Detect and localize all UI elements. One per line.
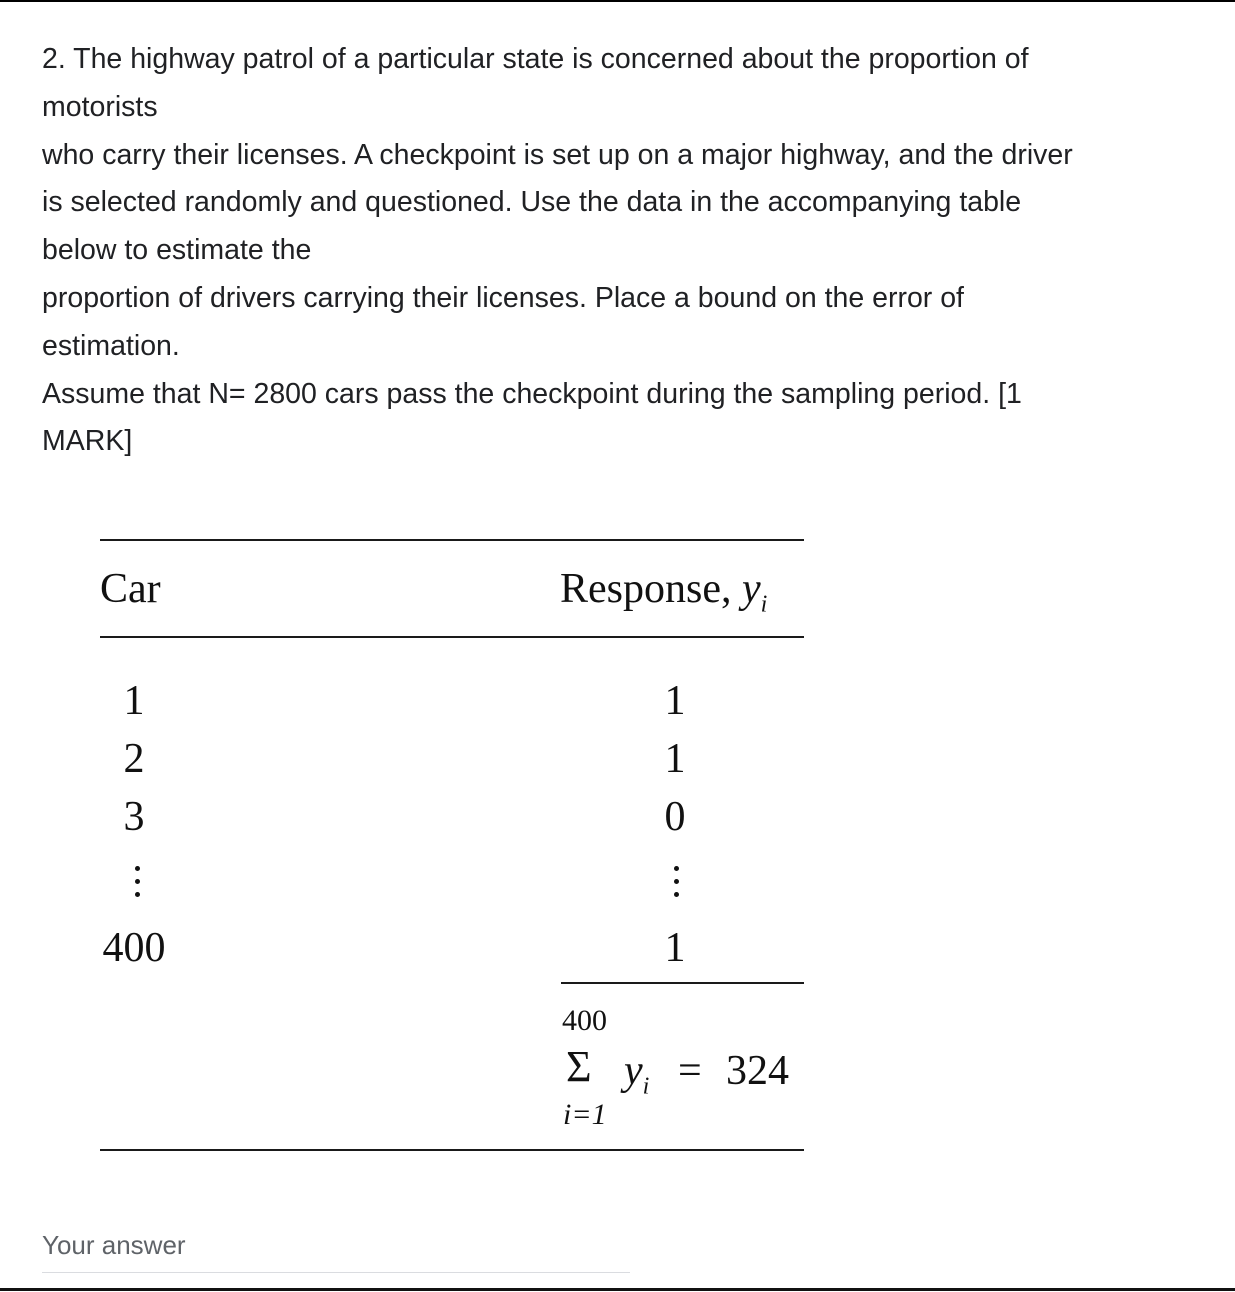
sum-var: y — [624, 1048, 643, 1094]
header-car: Car — [100, 566, 161, 612]
question-line: who carry their licenses. A checkpoint is set up on a major highway, and the driver — [42, 138, 1073, 171]
car-cell: 1 — [123, 678, 145, 724]
sum-equals: = — [678, 1048, 702, 1094]
question-line: 2. The highway patrol of a particular state is concerned about the proportion of — [42, 43, 1029, 75]
table-sum-rule — [561, 982, 804, 984]
sum-variable — [624, 1050, 649, 1098]
header-response — [560, 568, 767, 616]
car-ellipsis — [134, 866, 140, 905]
response-cell: 1 — [664, 925, 686, 971]
response-cell: 1 — [664, 678, 686, 724]
car-cell: 400 — [102, 925, 166, 971]
response-ellipsis — [673, 866, 679, 905]
question-text — [42, 36, 1212, 466]
sum-lower-limit: i=1 — [563, 1098, 607, 1131]
sum-upper-limit: 400 — [562, 1004, 607, 1037]
table-header-rule — [100, 636, 804, 638]
header-response-var: y — [742, 566, 761, 612]
answer-label: Your answer — [42, 1230, 186, 1260]
car-cell: 3 — [123, 794, 145, 840]
bottom-border — [0, 1288, 1235, 1291]
header-response-label: Response, — [560, 566, 732, 612]
question-line: Assume that N= 2800 cars pass the checkpoint during the sampling period. [1 — [42, 377, 1022, 410]
question-line: proportion of drivers carrying their licenses. Place a bound on the error of — [42, 281, 964, 314]
table-bottom-rule — [100, 1149, 804, 1151]
top-border — [0, 0, 1235, 2]
question-line: is selected randomly and questioned. Use the data in the accompanying table — [42, 186, 1022, 219]
question-line: MARK] — [42, 425, 133, 458]
response-cell: 0 — [664, 794, 686, 840]
car-cell: 2 — [123, 736, 145, 782]
question-line: estimation. — [42, 329, 180, 362]
sum-sign: Σ — [566, 1042, 592, 1091]
sum-var-sub: i — [642, 1073, 650, 1100]
table-top-rule — [100, 539, 804, 541]
question-line: motorists — [42, 90, 158, 123]
header-response-sub: i — [760, 591, 768, 618]
response-cell: 1 — [664, 736, 686, 782]
sum-value: 324 — [726, 1048, 789, 1094]
question-line: below to estimate the — [42, 234, 312, 267]
answer-input[interactable] — [42, 1272, 630, 1273]
